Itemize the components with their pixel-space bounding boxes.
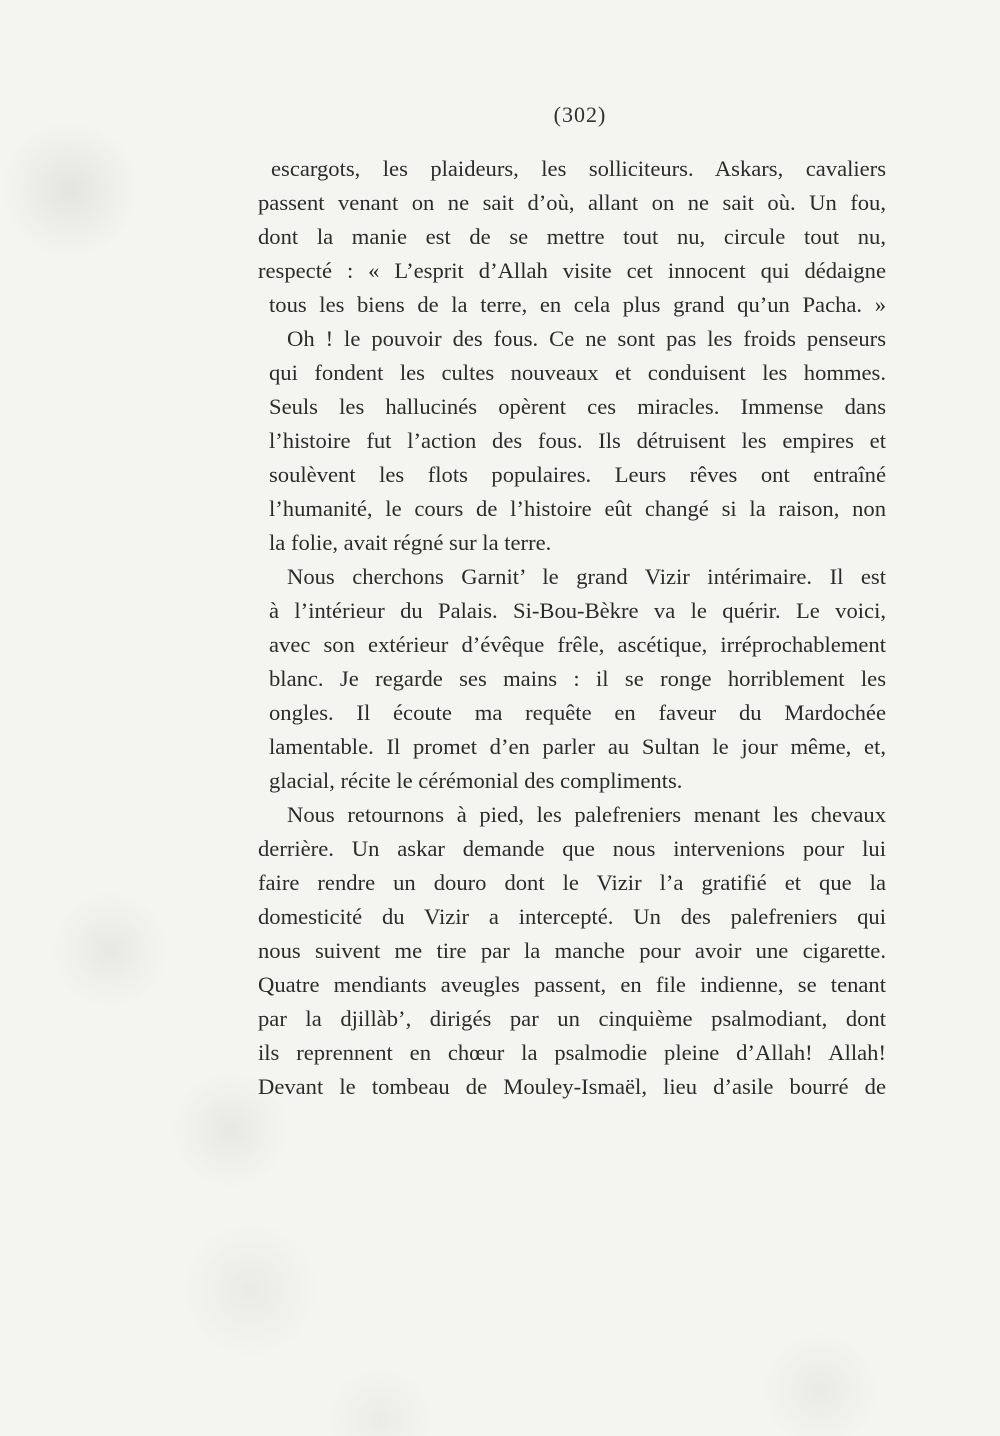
- text-line: respecté : « L’esprit d’Allah visite cet innocent qui dédaigne: [258, 258, 886, 283]
- text-line: soulèvent les flots populaires. Leurs rêves ont entraîné: [269, 462, 886, 487]
- text-line: derrière. Un askar demande que nous intervenions pour lui: [258, 836, 886, 861]
- text-line: par la djillàb’, dirigés par un cinquième psalmodiant, dont: [258, 1006, 886, 1031]
- text-line: faire rendre un douro dont le Vizir l’a gratifié et que la: [258, 870, 886, 895]
- text-line: l’humanité, le cours de l’histoire eût changé si la raison, non: [269, 496, 886, 521]
- text-line: ils reprennent en chœur la psalmodie pleine d’Allah! Allah!: [258, 1040, 886, 1065]
- text-line: Devant le tombeau de Mouley-Ismaël, lieu d’asile bourré de: [258, 1074, 886, 1099]
- text-line: Nous cherchons Garnit’ le grand Vizir intérimaire. Il est: [287, 564, 886, 589]
- text-line: tous les biens de la terre, en cela plus grand qu’un Pacha. »: [269, 292, 886, 317]
- text-line: domesticité du Vizir a intercepté. Un des palefreniers qui: [258, 904, 886, 929]
- text-line: Quatre mendiants aveugles passent, en file indienne, se tenant: [258, 972, 886, 997]
- text-line: Nous retournons à pied, les palefreniers menant les chevaux: [287, 802, 886, 827]
- text-line: blanc. Je regarde ses mains : il se ronge horriblement les: [269, 666, 886, 691]
- text-line: escargots, les plaideurs, les solliciteurs. Askars, cavaliers: [271, 156, 886, 181]
- text-line: Oh ! le pouvoir des fous. Ce ne sont pas les froids penseurs: [287, 326, 886, 351]
- page-number: (302): [553, 102, 607, 127]
- text-line: nous suivent me tire par la manche pour avoir une cigarette.: [258, 938, 886, 963]
- text-line: la folie, avait régné sur la terre.: [269, 530, 552, 555]
- body-text: [258, 152, 886, 1104]
- text-line: passent venant on ne sait d’où, allant on ne sait où. Un fou,: [258, 190, 886, 215]
- text-line: à l’intérieur du Palais. Si-Bou-Bèkre va le quérir. Le voici,: [269, 598, 886, 623]
- text-line: qui fondent les cultes nouveaux et conduisent les hommes.: [269, 360, 886, 385]
- text-line: lamentable. Il promet d’en parler au Sultan le jour même, et,: [269, 734, 886, 759]
- text-line: ongles. Il écoute ma requête en faveur du Mardochée: [269, 700, 886, 725]
- text-line: dont la manie est de se mettre tout nu, circule tout nu,: [258, 224, 886, 249]
- text-line: Seuls les hallucinés opèrent ces miracles. Immense dans: [269, 394, 886, 419]
- text-line: glacial, récite le cérémonial des compliments.: [269, 768, 683, 793]
- text-line: avec son extérieur d’évêque frêle, ascétique, irréprochablement: [269, 632, 886, 657]
- text-line: l’histoire fut l’action des fous. Ils détruisent les empires et: [269, 428, 886, 453]
